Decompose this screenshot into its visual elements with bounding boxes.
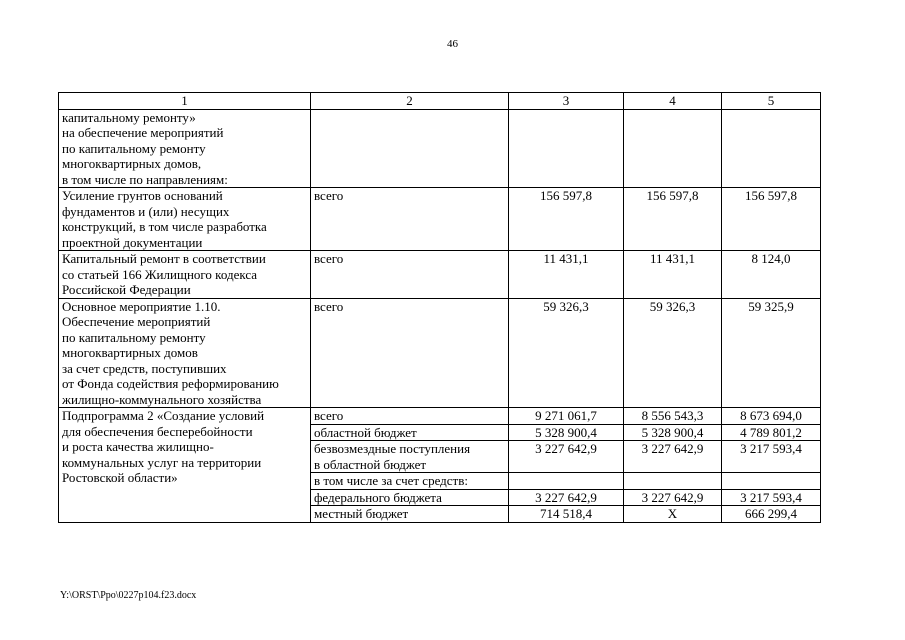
value-col4 (624, 109, 722, 188)
table-row (59, 408, 821, 425)
funding-source: местный бюджет (311, 506, 509, 523)
funding-source: всего (311, 298, 509, 408)
table-row (59, 109, 821, 188)
value-col4: 156 597,8 (624, 188, 722, 251)
value-col3: 59 326,3 (509, 298, 624, 408)
value-col3: 5 328 900,4 (509, 424, 624, 441)
table-header-row (59, 93, 821, 110)
column-number: 5 (722, 93, 821, 110)
funding-source: областной бюджет (311, 424, 509, 441)
funding-source: всего (311, 251, 509, 299)
value-col4: 8 556 543,3 (624, 408, 722, 425)
value-col5: 666 299,4 (722, 506, 821, 523)
page-number: 46 (447, 38, 458, 50)
column-number: 1 (59, 93, 311, 110)
funding-source: федерального бюджета (311, 489, 509, 506)
value-col5: 156 597,8 (722, 188, 821, 251)
value-col5 (722, 473, 821, 490)
value-col5: 8 673 694,0 (722, 408, 821, 425)
value-col3: 11 431,1 (509, 251, 624, 299)
value-col4: Х (624, 506, 722, 523)
value-col3: 9 271 061,7 (509, 408, 624, 425)
measure-name: Капитальный ремонт в соответствии со статьей 166 Жилищного кодекса Российской Федерации (59, 251, 311, 299)
column-number: 4 (624, 93, 722, 110)
value-col3 (509, 109, 624, 188)
value-col5: 4 789 801,2 (722, 424, 821, 441)
funding-source: безвозмездные поступления в областной бюджет (311, 441, 509, 473)
value-col4: 11 431,1 (624, 251, 722, 299)
value-col3: 3 227 642,9 (509, 441, 624, 473)
value-col4: 3 227 642,9 (624, 489, 722, 506)
measure-name: Усиление грунтов оснований фундаментов и (или) несущих конструкций, в том числе разработка проектной документации (59, 188, 311, 251)
value-col3: 156 597,8 (509, 188, 624, 251)
column-number: 3 (509, 93, 624, 110)
column-number: 2 (311, 93, 509, 110)
value-col3: 3 227 642,9 (509, 489, 624, 506)
budget-table (58, 92, 821, 523)
measure-name: Основное мероприятие 1.10. Обеспечение мероприятий по капитальному ремонту многоквартирных домов за счет средств, поступивших от Фонда содействия реформированию жилищно-коммунального хозяйства (59, 298, 311, 408)
value-col5: 8 124,0 (722, 251, 821, 299)
subprogram-name: Подпрограмма 2 «Создание условий для обеспечения бесперебойности и роста качества жилищно- коммунальных услуг на территории Ростовской области» (59, 408, 311, 523)
table-row (59, 188, 821, 251)
value-col5: 3 217 593,4 (722, 441, 821, 473)
value-col4: 3 227 642,9 (624, 441, 722, 473)
value-col4 (624, 473, 722, 490)
measure-name: капитальному ремонту» на обеспечение мероприятий по капитальному ремонту многоквартирных домов, в том числе по направлениям: (59, 109, 311, 188)
value-col3: 714 518,4 (509, 506, 624, 523)
value-col5: 59 325,9 (722, 298, 821, 408)
funding-source: в том числе за счет средств: (311, 473, 509, 490)
value-col4: 5 328 900,4 (624, 424, 722, 441)
value-col4: 59 326,3 (624, 298, 722, 408)
file-path-footer: Y:\ORST\Ppo\0227p104.f23.docx (60, 590, 197, 601)
funding-source: всего (311, 408, 509, 425)
funding-source: всего (311, 188, 509, 251)
value-col5 (722, 109, 821, 188)
value-col5: 3 217 593,4 (722, 489, 821, 506)
funding-source (311, 109, 509, 188)
table-row (59, 251, 821, 299)
value-col3 (509, 473, 624, 490)
table-row (59, 298, 821, 408)
